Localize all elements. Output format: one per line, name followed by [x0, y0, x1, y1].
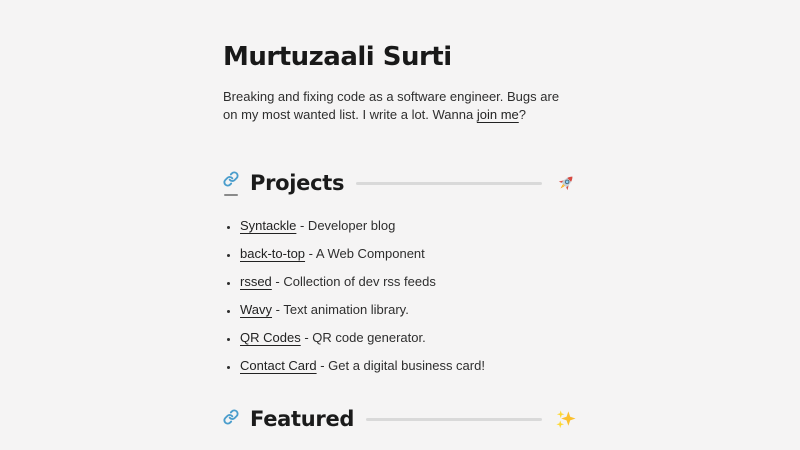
project-item-rssed [240, 268, 577, 296]
heading-rule [356, 182, 542, 185]
content-column [223, 0, 577, 434]
project-item-description: - Collection of dev rss feeds [271, 274, 436, 290]
join-me-link[interactable]: join me [476, 107, 519, 123]
bio-text-before: Breaking and fixing code as a software engineer. Bugs are on my most wanted list. I write a lot. Wanna [223, 89, 560, 123]
project-item-description: - QR code generator. [300, 330, 426, 346]
project-item-description: - Get a digital business card! [316, 358, 485, 374]
wavy-link[interactable]: Wavy [240, 302, 273, 318]
back-to-top-link[interactable]: back-to-top [240, 246, 306, 262]
link-icon [223, 409, 239, 430]
rocket-icon [554, 172, 577, 195]
projects-section-heading [223, 168, 577, 198]
bio-text-after: ? [518, 107, 526, 123]
bio-paragraph [223, 88, 577, 124]
featured-section-title: Featured [250, 407, 355, 432]
project-item-description: - Text animation library. [272, 302, 409, 318]
project-item-qr-codes [240, 324, 577, 352]
heading-rule [366, 418, 542, 421]
link-icon [223, 171, 239, 192]
project-item-back-to-top [240, 240, 577, 268]
projects-section-title: Projects [250, 171, 345, 196]
contact-card-link[interactable]: Contact Card [240, 358, 317, 374]
project-item-wavy [240, 296, 577, 324]
sparkles-icon [554, 408, 577, 431]
qr-codes-link[interactable]: QR Codes [240, 330, 301, 346]
featured-anchor[interactable] [223, 409, 239, 430]
project-item-description: - A Web Component [305, 246, 425, 262]
project-item-syntackle [240, 212, 577, 240]
projects-anchor[interactable] [223, 171, 239, 196]
syntackle-link[interactable]: Syntackle [240, 218, 297, 234]
project-list [223, 212, 577, 380]
page-title: Murtuzaali Surti [223, 42, 452, 72]
project-item-contact-card [240, 352, 577, 380]
rssed-link[interactable]: rssed [240, 274, 272, 290]
featured-section-heading [223, 404, 577, 434]
project-item-description: - Developer blog [296, 218, 396, 234]
